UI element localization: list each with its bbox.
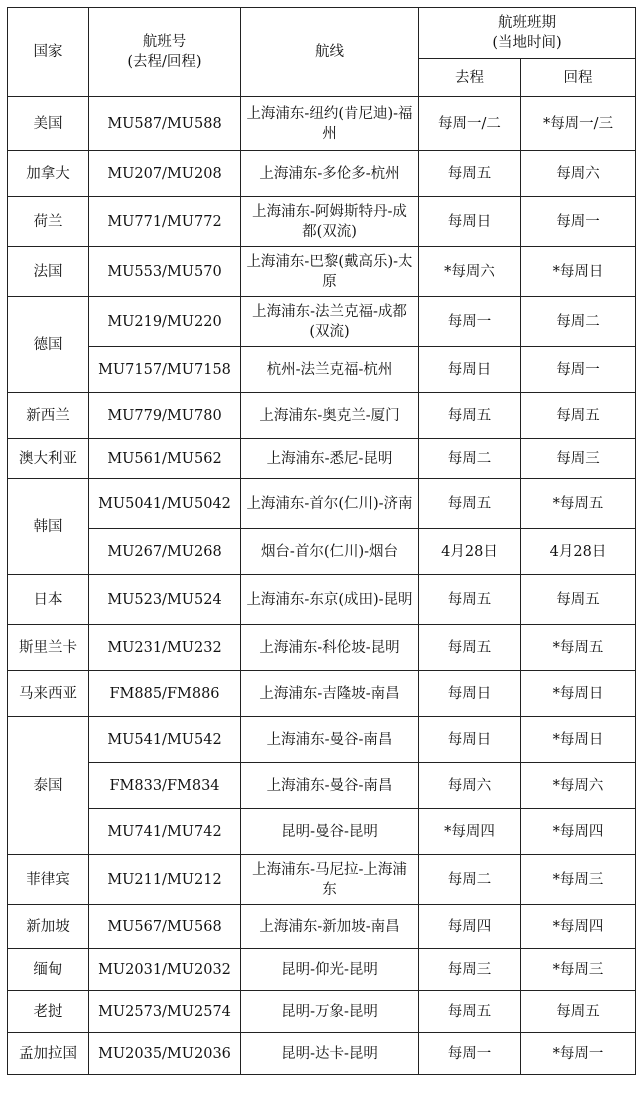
flight-cell: FM833/FM834 bbox=[89, 763, 241, 809]
flight-cell: MU779/MU780 bbox=[89, 393, 241, 439]
inbound-cell: 每周一 bbox=[521, 197, 636, 247]
route-cell: 上海浦东-奥克兰-厦门 bbox=[241, 393, 419, 439]
table-row bbox=[8, 575, 636, 625]
table-row bbox=[8, 151, 636, 197]
route-cell: 上海浦东-纽约(肯尼迪)-福州 bbox=[241, 97, 419, 151]
table-row bbox=[8, 855, 636, 905]
inbound-cell: *每周日 bbox=[521, 247, 636, 297]
outbound-cell: 每周五 bbox=[419, 991, 521, 1033]
country-cell: 法国 bbox=[8, 247, 89, 297]
flight-cell: MU267/MU268 bbox=[89, 529, 241, 575]
table-row bbox=[8, 625, 636, 671]
country-cell: 斯里兰卡 bbox=[8, 625, 89, 671]
country-cell: 菲律宾 bbox=[8, 855, 89, 905]
header-schedule-label: 航班班期 bbox=[498, 15, 556, 31]
inbound-cell: 每周五 bbox=[521, 575, 636, 625]
outbound-cell: 每周一 bbox=[419, 297, 521, 347]
country-cell: 新西兰 bbox=[8, 393, 89, 439]
outbound-cell: 每周一 bbox=[419, 1033, 521, 1075]
route-cell: 上海浦东-曼谷-南昌 bbox=[241, 763, 419, 809]
header-route: 航线 bbox=[241, 8, 419, 97]
inbound-cell: *每周一/三 bbox=[521, 97, 636, 151]
country-cell: 荷兰 bbox=[8, 197, 89, 247]
flight-cell: MU553/MU570 bbox=[89, 247, 241, 297]
country-cell: 马来西亚 bbox=[8, 671, 89, 717]
flight-cell: MU771/MU772 bbox=[89, 197, 241, 247]
inbound-cell: *每周四 bbox=[521, 809, 636, 855]
outbound-cell: 每周五 bbox=[419, 575, 521, 625]
route-cell: 上海浦东-东京(成田)-昆明 bbox=[241, 575, 419, 625]
inbound-cell: 每周五 bbox=[521, 991, 636, 1033]
inbound-cell: *每周日 bbox=[521, 717, 636, 763]
outbound-cell: 每周二 bbox=[419, 439, 521, 479]
outbound-cell: 每周日 bbox=[419, 347, 521, 393]
inbound-cell: *每周一 bbox=[521, 1033, 636, 1075]
outbound-cell: 每周四 bbox=[419, 905, 521, 949]
flight-cell: FM885/FM886 bbox=[89, 671, 241, 717]
route-cell: 烟台-首尔(仁川)-烟台 bbox=[241, 529, 419, 575]
flight-cell: MU561/MU562 bbox=[89, 439, 241, 479]
table-row bbox=[8, 671, 636, 717]
inbound-cell: 每周六 bbox=[521, 151, 636, 197]
header-outbound: 去程 bbox=[419, 59, 521, 97]
route-cell: 上海浦东-新加坡-南昌 bbox=[241, 905, 419, 949]
country-cell: 日本 bbox=[8, 575, 89, 625]
table-row bbox=[8, 297, 636, 347]
inbound-cell: *每周五 bbox=[521, 625, 636, 671]
outbound-cell: 每周日 bbox=[419, 197, 521, 247]
header-schedule bbox=[419, 8, 636, 59]
route-cell: 上海浦东-法兰克福-成都(双流) bbox=[241, 297, 419, 347]
flight-cell: MU7157/MU7158 bbox=[89, 347, 241, 393]
header-inbound: 回程 bbox=[521, 59, 636, 97]
route-cell: 上海浦东-悉尼-昆明 bbox=[241, 439, 419, 479]
outbound-cell: 每周二 bbox=[419, 855, 521, 905]
route-cell: 昆明-达卡-昆明 bbox=[241, 1033, 419, 1075]
header-flight-no-label: 航班号 bbox=[142, 34, 187, 50]
outbound-cell: 每周五 bbox=[419, 151, 521, 197]
table-row bbox=[8, 991, 636, 1033]
flight-cell: MU5041/MU5042 bbox=[89, 479, 241, 529]
route-cell: 昆明-曼谷-昆明 bbox=[241, 809, 419, 855]
outbound-cell: *每周四 bbox=[419, 809, 521, 855]
table-row bbox=[8, 197, 636, 247]
table-row bbox=[8, 247, 636, 297]
inbound-cell: 每周二 bbox=[521, 297, 636, 347]
table-body bbox=[8, 97, 636, 1075]
country-cell: 美国 bbox=[8, 97, 89, 151]
flight-cell: MU207/MU208 bbox=[89, 151, 241, 197]
route-cell: 上海浦东-曼谷-南昌 bbox=[241, 717, 419, 763]
route-cell: 上海浦东-阿姆斯特丹-成都(双流) bbox=[241, 197, 419, 247]
flight-schedule-table bbox=[7, 7, 636, 1075]
route-cell: 昆明-仰光-昆明 bbox=[241, 949, 419, 991]
outbound-cell: 每周五 bbox=[419, 393, 521, 439]
table-row bbox=[8, 717, 636, 763]
inbound-cell: *每周日 bbox=[521, 671, 636, 717]
outbound-cell: 4月28日 bbox=[419, 529, 521, 575]
route-cell: 上海浦东-吉隆坡-南昌 bbox=[241, 671, 419, 717]
table-row bbox=[8, 905, 636, 949]
flight-cell: MU219/MU220 bbox=[89, 297, 241, 347]
table-row bbox=[8, 393, 636, 439]
outbound-cell: 每周日 bbox=[419, 671, 521, 717]
table-row bbox=[8, 949, 636, 991]
table-row bbox=[8, 763, 636, 809]
route-cell: 上海浦东-马尼拉-上海浦东 bbox=[241, 855, 419, 905]
country-cell: 韩国 bbox=[8, 479, 89, 575]
country-cell: 德国 bbox=[8, 297, 89, 393]
outbound-cell: 每周五 bbox=[419, 625, 521, 671]
country-cell: 加拿大 bbox=[8, 151, 89, 197]
flight-cell: MU567/MU568 bbox=[89, 905, 241, 949]
table-row bbox=[8, 97, 636, 151]
flight-cell: MU541/MU542 bbox=[89, 717, 241, 763]
table-row bbox=[8, 439, 636, 479]
header-flight-no-sub: (去程/回程) bbox=[127, 54, 202, 70]
route-cell: 昆明-万象-昆明 bbox=[241, 991, 419, 1033]
outbound-cell: 每周日 bbox=[419, 717, 521, 763]
table-row bbox=[8, 529, 636, 575]
table-row bbox=[8, 347, 636, 393]
outbound-cell: 每周一/二 bbox=[419, 97, 521, 151]
country-cell: 缅甸 bbox=[8, 949, 89, 991]
outbound-cell: *每周六 bbox=[419, 247, 521, 297]
outbound-cell: 每周六 bbox=[419, 763, 521, 809]
table-row bbox=[8, 479, 636, 529]
table-row bbox=[8, 809, 636, 855]
route-cell: 杭州-法兰克福-杭州 bbox=[241, 347, 419, 393]
inbound-cell: 每周五 bbox=[521, 393, 636, 439]
route-cell: 上海浦东-多伦多-杭州 bbox=[241, 151, 419, 197]
table-header bbox=[8, 8, 636, 97]
inbound-cell: 每周三 bbox=[521, 439, 636, 479]
country-cell: 泰国 bbox=[8, 717, 89, 855]
inbound-cell: *每周三 bbox=[521, 855, 636, 905]
inbound-cell: *每周三 bbox=[521, 949, 636, 991]
inbound-cell: *每周四 bbox=[521, 905, 636, 949]
inbound-cell: *每周六 bbox=[521, 763, 636, 809]
header-flight-no bbox=[89, 8, 241, 97]
table-row bbox=[8, 1033, 636, 1075]
route-cell: 上海浦东-科伦坡-昆明 bbox=[241, 625, 419, 671]
outbound-cell: 每周三 bbox=[419, 949, 521, 991]
country-cell: 孟加拉国 bbox=[8, 1033, 89, 1075]
country-cell: 新加坡 bbox=[8, 905, 89, 949]
flight-cell: MU587/MU588 bbox=[89, 97, 241, 151]
route-cell: 上海浦东-首尔(仁川)-济南 bbox=[241, 479, 419, 529]
flight-cell: MU231/MU232 bbox=[89, 625, 241, 671]
flight-cell: MU2031/MU2032 bbox=[89, 949, 241, 991]
inbound-cell: 每周一 bbox=[521, 347, 636, 393]
flight-cell: MU523/MU524 bbox=[89, 575, 241, 625]
flight-cell: MU2035/MU2036 bbox=[89, 1033, 241, 1075]
flight-cell: MU2573/MU2574 bbox=[89, 991, 241, 1033]
inbound-cell: 4月28日 bbox=[521, 529, 636, 575]
header-schedule-sub: (当地时间) bbox=[492, 35, 562, 51]
inbound-cell: *每周五 bbox=[521, 479, 636, 529]
flight-cell: MU741/MU742 bbox=[89, 809, 241, 855]
country-cell: 澳大利亚 bbox=[8, 439, 89, 479]
flight-cell: MU211/MU212 bbox=[89, 855, 241, 905]
route-cell: 上海浦东-巴黎(戴高乐)-太原 bbox=[241, 247, 419, 297]
country-cell: 老挝 bbox=[8, 991, 89, 1033]
header-country: 国家 bbox=[8, 8, 89, 97]
outbound-cell: 每周五 bbox=[419, 479, 521, 529]
